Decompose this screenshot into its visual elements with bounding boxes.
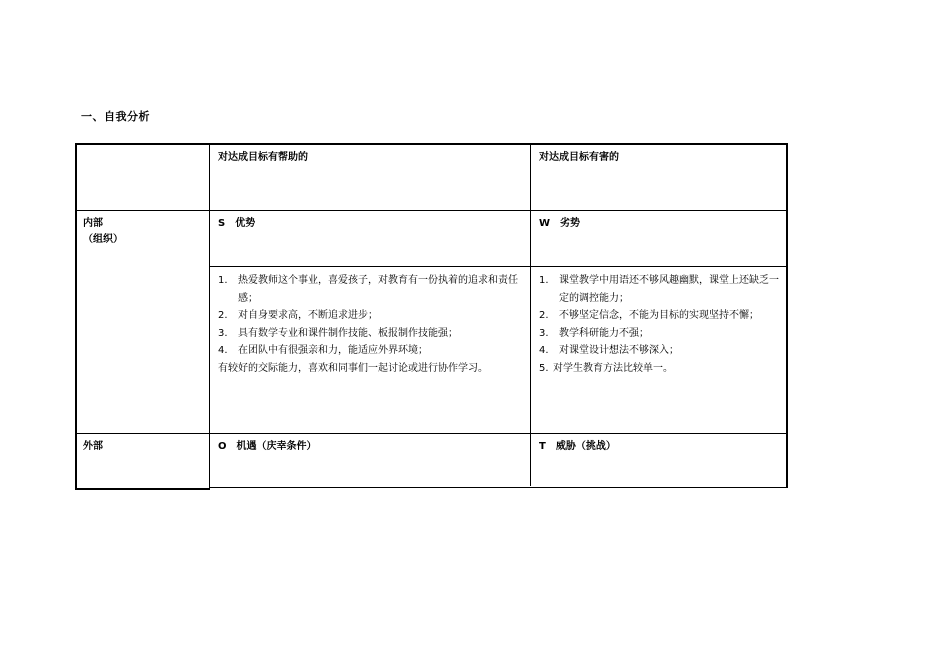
table-row-divider — [209, 266, 788, 267]
row-label-external: 外部 — [83, 441, 103, 452]
table-column-divider — [530, 143, 531, 486]
strengths-title: S 优势 — [218, 218, 256, 229]
table-row-divider — [75, 210, 788, 211]
list-item: 1. 热爱教师这个事业，喜爱孩子，对教育有一份执着的追求和责任感； — [218, 275, 518, 304]
table-border-right — [786, 143, 788, 488]
weaknesses-title: W 劣势 — [539, 218, 581, 229]
weaknesses-content — [539, 272, 781, 377]
list-item: 2. 对自身要求高，不断追求进步； — [218, 310, 378, 321]
table-border-bottom-left — [75, 488, 210, 490]
list-item: 1. 课堂教学中用语还不够风趣幽默，课堂上还缺乏一定的调控能力； — [539, 275, 779, 304]
list-item: 5. 对学生教育方法比较单一。 — [539, 362, 673, 374]
table-border-top — [75, 143, 788, 145]
table-column-divider — [209, 143, 210, 490]
threats-title: T 威胁（挑战） — [539, 441, 616, 452]
list-item: 2. 不够坚定信念，不能为目标的实现坚持不懈； — [539, 310, 759, 321]
table-border-left — [75, 143, 77, 490]
list-item: 4. 对课堂设计想法不够深入； — [539, 345, 679, 356]
section-heading: 一、自我分析 — [81, 110, 150, 123]
strengths-content — [218, 272, 523, 377]
row-label-internal — [83, 216, 123, 248]
strengths-extra-text: 有较好的交际能力，喜欢和同事们一起讨论或进行协作学习。 — [218, 362, 488, 374]
table-row-divider — [75, 433, 788, 434]
internal-label: 内部 — [83, 218, 103, 229]
internal-sublabel: （组织） — [83, 234, 123, 245]
table-border-bottom — [209, 487, 788, 488]
list-item: 3. 教学科研能力不强； — [539, 327, 649, 339]
opportunities-title: O 机遇（庆幸条件） — [218, 441, 317, 452]
header-harmful: 对达成目标有害的 — [539, 152, 619, 163]
list-item: 4. 在团队中有很强亲和力，能适应外界环境； — [218, 345, 428, 356]
header-helpful: 对达成目标有帮助的 — [218, 152, 308, 163]
strengths-list — [218, 272, 523, 360]
list-item: 3. 具有数学专业和课件制作技能、板报制作技能强； — [218, 327, 458, 339]
weaknesses-list — [539, 272, 781, 377]
